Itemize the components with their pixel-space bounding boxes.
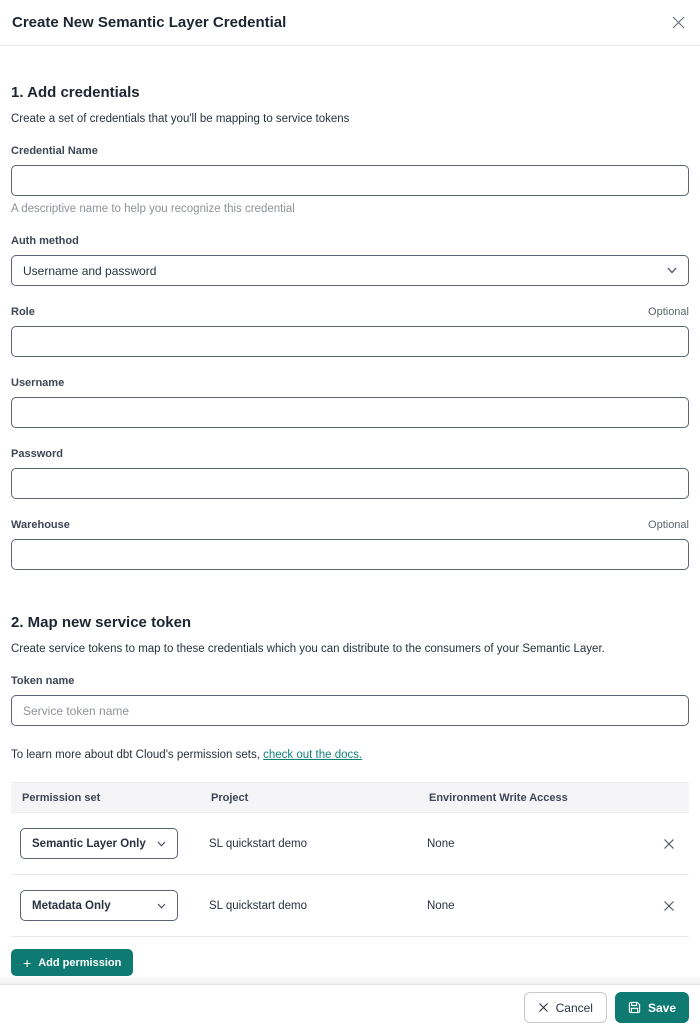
docs-note [11,749,689,761]
section-add-credentials [11,84,689,570]
auth-method-value: Username and password [23,263,157,278]
password-input[interactable] [11,468,689,499]
col-project: Project [211,791,249,804]
username-input[interactable] [11,397,689,428]
modal-footer [0,984,700,1030]
role-label: Role [11,306,35,318]
section2-heading: 2. Map new service token [11,614,192,631]
col-permission-set: Permission set [22,791,101,804]
docs-link[interactable]: check out the docs. [263,749,363,761]
auth-method-group [11,235,689,286]
warehouse-label: Warehouse [11,519,70,531]
chevron-down-icon [667,267,677,274]
remove-row-button[interactable] [661,836,677,852]
role-input[interactable] [11,326,689,357]
docs-note-text: To learn more about dbt Cloud's permission sets, [11,749,264,761]
username-label: Username [11,377,65,389]
save-button[interactable] [615,992,689,1023]
credential-name-label: Credential Name [11,145,98,157]
credential-name-input[interactable] [11,165,689,196]
role-optional-tag: Optional [648,306,689,318]
section-map-service-token [11,614,689,976]
environment-write-access-cell: None [427,837,455,850]
permission-set-value: Metadata Only [32,899,111,912]
remove-row-button[interactable] [661,898,677,914]
warehouse-group [11,519,689,570]
section1-description: Create a set of credentials that you'll be mapping to service tokens [11,113,350,125]
modal-header [0,0,700,46]
environment-write-access-cell: None [427,899,455,912]
credential-name-helper: A descriptive name to help you recognize this credential [11,203,295,215]
chevron-down-icon [157,903,166,909]
permissions-table-header [11,782,689,813]
password-group [11,448,689,499]
chevron-down-icon [157,841,166,847]
project-cell: SL quickstart demo [209,899,308,912]
token-name-label: Token name [11,675,75,687]
warehouse-optional-tag: Optional [648,519,689,531]
project-cell: SL quickstart demo [209,837,308,850]
remove-icon [663,838,675,850]
cancel-button[interactable] [524,992,607,1023]
section2-description: Create service tokens to map to these credentials which you can distribute to the consumers of your Semantic Layer. [11,643,605,655]
save-icon [628,1001,641,1014]
permission-set-value: Semantic Layer Only [32,837,146,850]
permission-set-select[interactable] [20,890,178,921]
username-group [11,377,689,428]
auth-method-select[interactable] [11,255,689,286]
close-button[interactable] [669,13,688,32]
role-group [11,306,689,357]
warehouse-input[interactable] [11,539,689,570]
cancel-label: Cancel [555,1000,593,1015]
table-row [11,813,689,875]
add-permission-button[interactable] [11,949,133,976]
plus-icon: + [23,954,32,971]
close-icon [671,15,686,30]
page-title: Create New Semantic Layer Credential [12,14,287,31]
col-environment-write-access: Environment Write Access [429,791,568,804]
save-label: Save [647,1000,676,1015]
permissions-table [11,782,689,937]
cancel-x-icon [538,1002,549,1013]
modal-content [0,46,700,976]
auth-method-label: Auth method [11,235,79,247]
table-row [11,875,689,937]
credential-name-group [11,145,689,215]
token-name-input[interactable] [11,695,689,726]
permission-set-select[interactable] [20,828,178,859]
remove-icon [663,900,675,912]
token-name-group [11,675,689,726]
footer-shadow [0,976,700,984]
section1-heading: 1. Add credentials [11,84,140,101]
add-permission-label: Add permission [38,956,122,969]
password-label: Password [11,448,63,460]
